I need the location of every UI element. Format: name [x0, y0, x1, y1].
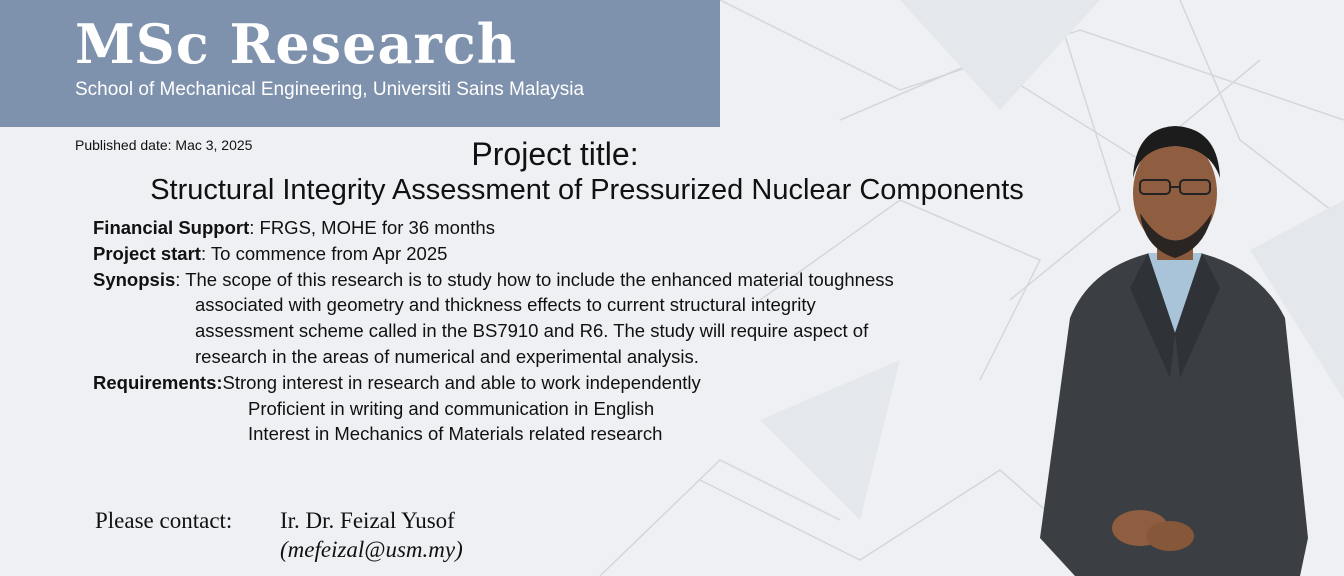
synopsis-line: assessment scheme called in the BS7910 and R6. The study will require aspect of: [195, 320, 869, 342]
requirement-item: Strong interest in research and able to work independently: [222, 371, 701, 393]
project-title: Structural Integrity Assessment of Pressurized Nuclear Components: [150, 174, 1024, 206]
header-banner: [0, 0, 720, 127]
synopsis-key: Synopsis: [93, 268, 176, 290]
header-subtitle: School of Mechanical Engineering, Universiti Sains Malaysia: [75, 79, 585, 100]
project-start-value: : To commence from Apr 2025: [200, 242, 448, 264]
published-date: Published date: Mac 3, 2025: [75, 137, 253, 153]
header-title: MSc Research: [75, 12, 518, 76]
contact-label: Please contact:: [95, 508, 233, 533]
synopsis-row: [93, 267, 894, 293]
financial-support-row: [93, 215, 894, 241]
contact-email: (mefeizal@usm.my): [280, 537, 463, 562]
supervisor-photo: [1030, 118, 1320, 576]
contact-name: Ir. Dr. Feizal Yusof: [280, 508, 455, 533]
project-title-label: Project title:: [471, 136, 639, 172]
synopsis-line: : The scope of this research is to study how to include the enhanced material toughness: [175, 268, 894, 290]
synopsis-line: research in the areas of numerical and experimental analysis.: [195, 345, 699, 367]
requirements-key: Requirements:: [93, 371, 223, 393]
synopsis-line: associated with geometry and thickness effects to current structural integrity: [195, 294, 816, 316]
project-start-row: [93, 241, 894, 267]
financial-support-key: Financial Support: [93, 217, 250, 238]
project-details: [93, 215, 894, 447]
requirements-row: [93, 370, 894, 396]
requirement-item: Proficient in writing and communication in English: [248, 397, 655, 419]
financial-support-value: : FRGS, MOHE for 36 months: [249, 217, 495, 238]
project-start-key: Project start: [93, 242, 201, 264]
requirement-item: Interest in Mechanics of Materials related research: [248, 423, 663, 445]
